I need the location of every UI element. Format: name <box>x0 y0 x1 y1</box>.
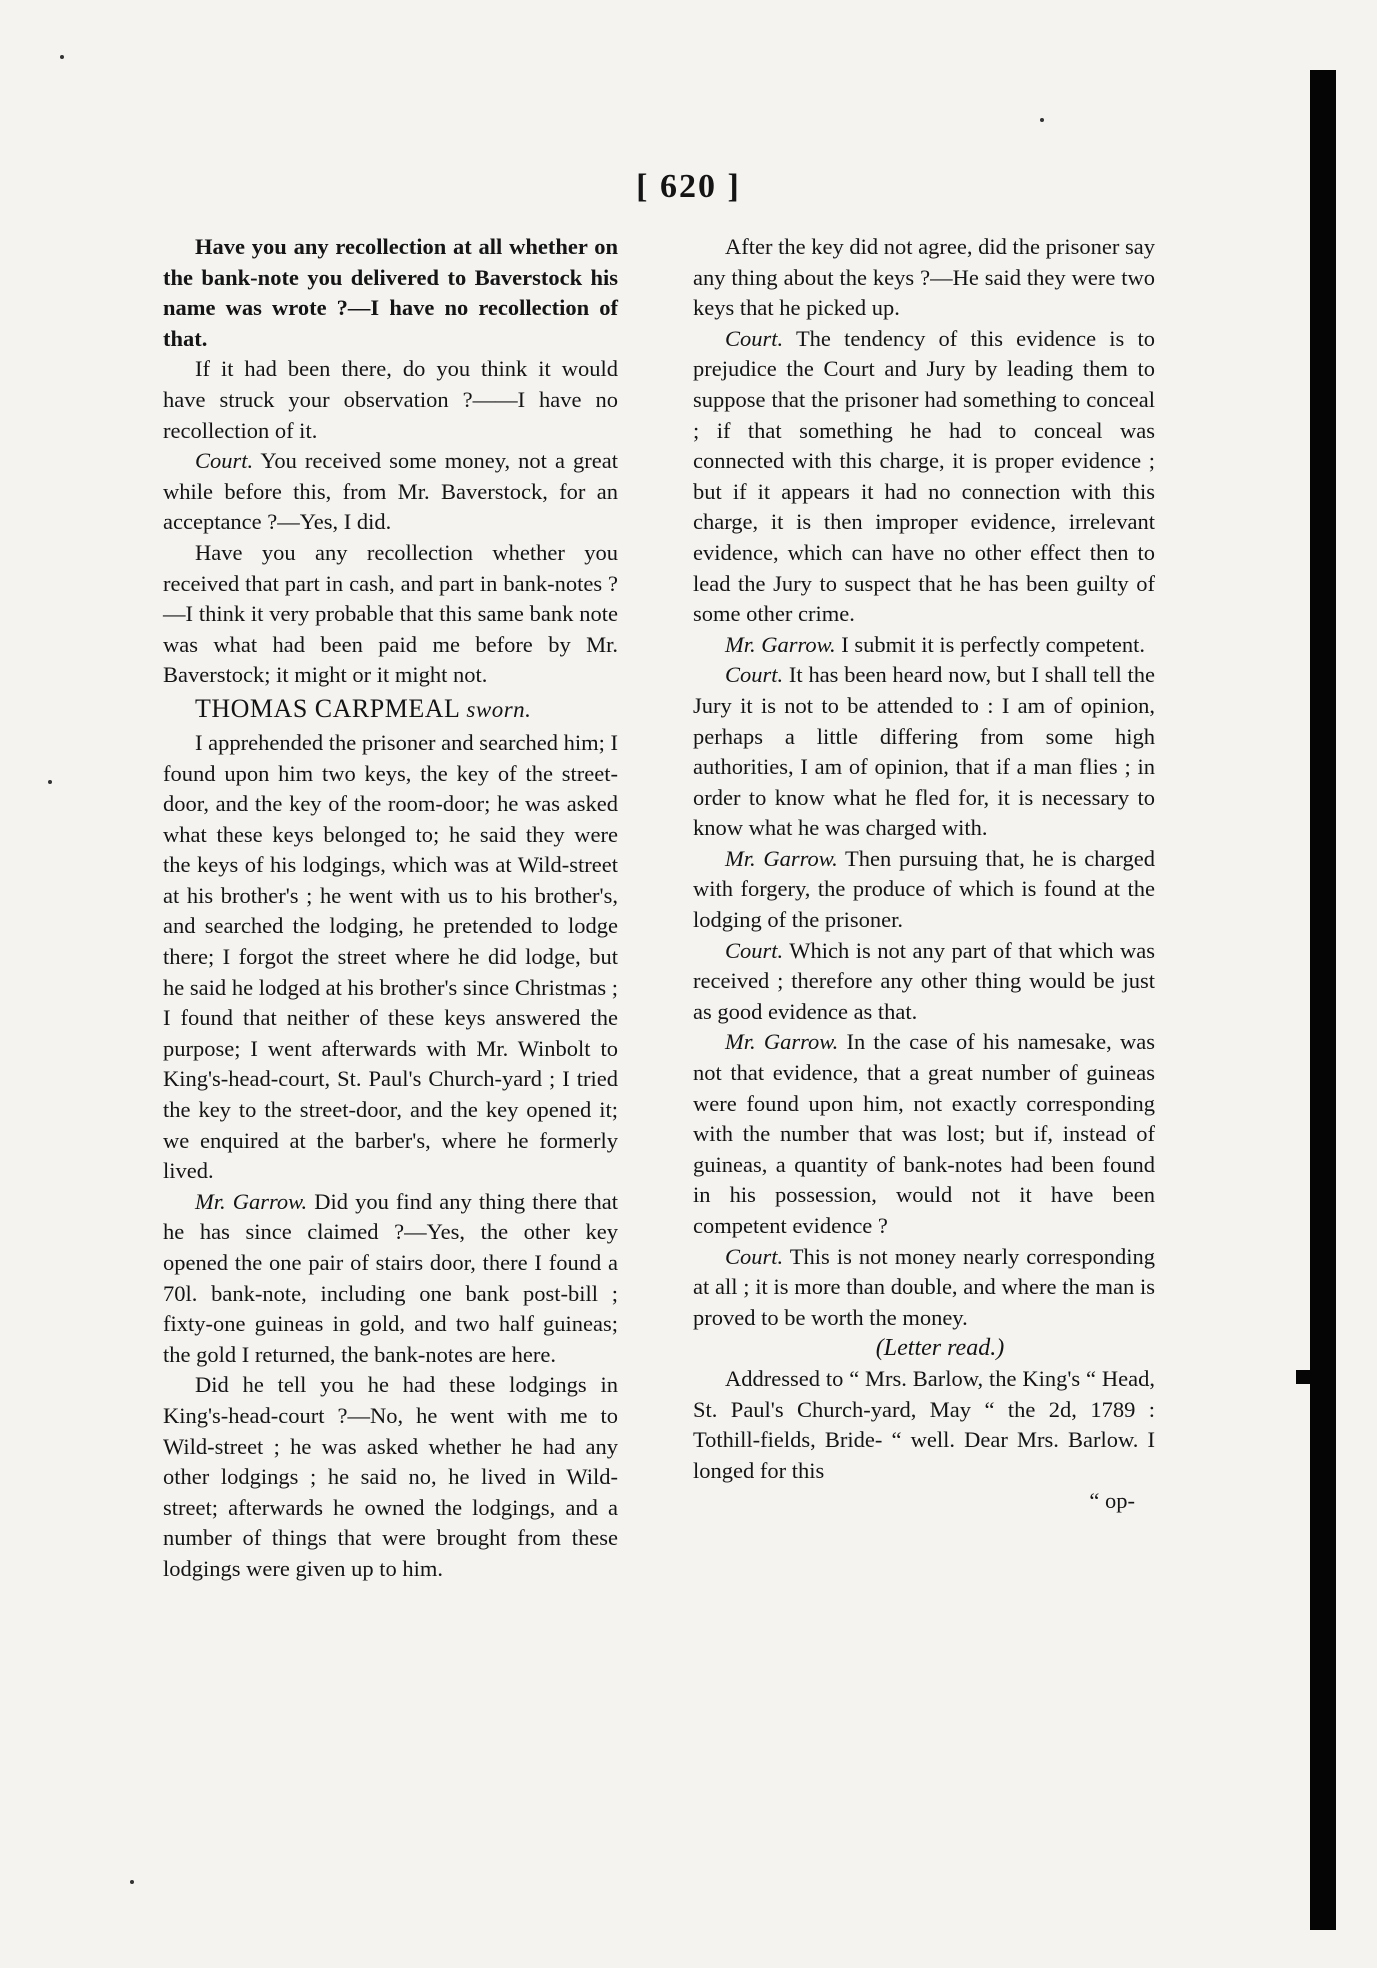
paragraph <box>163 1187 618 1371</box>
speaker: Court. <box>195 448 254 474</box>
speech: Then pursuing that, he is charged with forgery, the produce of which is found at the lodging of the prisoner. <box>693 845 1155 933</box>
speaker: Mr. Garrow. <box>725 1029 839 1055</box>
paragraph <box>693 630 1155 661</box>
witness-name: THOMAS CARPMEAL <box>195 693 460 723</box>
witness-status: sworn. <box>466 696 532 722</box>
scan-edge-shadow <box>1310 70 1336 1930</box>
paragraph: After the key did not agree, did the prisoner say any thing about the keys ?—He said they were two keys that he picked up. <box>693 234 1155 321</box>
paragraph: I apprehended the prisoner and searched him; I found upon him two keys, the key of the street-door, and the key of the room-door; he was asked what these keys belonged to; he said they were the keys of his lodgings, which was at Wild-street at his brother's ; he went with us to his brother's, and searched the lodging, he pretended to lodge there; I forgot the street where he did lodge, but he said he lodged at his brother's since Christmas ; I found that neither of these keys answered the purpose; I went afterwards with Mr. Winbolt to King's-head-court, St. Paul's Church-yard ; I tried the key to the street-door, and the key opened it; we enquired at the barber's, where he formerly lived. <box>163 729 618 1184</box>
speaker: Court. <box>725 1243 784 1269</box>
catchword: “ op- <box>1089 1488 1135 1514</box>
speaker: Court. <box>725 662 784 688</box>
paragraph <box>693 844 1155 936</box>
speaker: Mr. Garrow. <box>725 631 836 657</box>
paragraph <box>693 1242 1155 1334</box>
speech: In the case of his namesake, was not that evidence, that a great number of guineas were found upon him, not exactly corresponding with the number that was lost; but if, instead of guineas, a quantity of bank-notes had been found in his possession, would not it have been competent evidence ? <box>693 1029 1155 1238</box>
paragraph: Have you any recollection at all whether on the bank-note you delivered to Baverstock his name was wrote ?—I have no recollection of that. <box>163 234 618 351</box>
paragraph <box>693 324 1155 630</box>
left-column <box>163 232 618 1585</box>
scan-speck <box>60 55 64 59</box>
paragraph <box>693 936 1155 1028</box>
right-column <box>693 232 1155 1517</box>
speech: Did you find any thing there that he has since claimed ?—Yes, the other key opened the one pair of stairs door, there I found a 70l. bank-note, including one bank post-bill ; fixty-one guineas in gold, and two half guineas; the gold I returned, the bank-notes are here. <box>163 1188 618 1367</box>
paragraph: Addressed to “ Mrs. Barlow, the King's “ Head, St. Paul's Church-yard, May “ the 2d, 1789 : Tothill-fields, Bride- “ well. Dear Mrs. Barlow. I longed for this <box>693 1365 1155 1483</box>
speech: I submit it is perfectly competent. <box>841 631 1145 657</box>
speech: Which is not any part of that which was received ; therefore any other thing would be just as good evidence as that. <box>693 937 1155 1024</box>
paragraph <box>693 1027 1155 1241</box>
speaker: Court. <box>725 937 784 963</box>
speech: This is not money nearly corresponding at all ; it is more than double, and where the man is proved to be worth the money. <box>693 1243 1156 1330</box>
speaker: Mr. Garrow. <box>195 1188 308 1214</box>
paragraph: If it had been there, do you think it would have struck your observation ?——I have no recollection of it. <box>163 356 618 443</box>
scan-edge-mark <box>1296 1370 1336 1384</box>
speaker: Court. <box>725 325 784 351</box>
paragraph <box>163 446 618 538</box>
speech: It has been heard now, but I shall tell the Jury it is not to be attended to : I am of opinion, perhaps a little differing from some high authorities, I am of opinion, that if a man flies ; in order to know what he fled for, it is necessary to know what he was charged with. <box>693 662 1155 841</box>
paragraph <box>693 660 1155 844</box>
witness-heading <box>163 691 618 728</box>
scan-speck <box>1040 118 1044 122</box>
paragraph: Did he tell you he had these lodgings in King's-head-court ?—No, he went with me to Wild-street ; he was asked whether he had any other lodgings ; he said no, he lived in Wild-street; afterwards he owned the lodgings, and a number of things that were brought from these lodgings were given up to him. <box>163 1372 618 1581</box>
speech: The tendency of this evidence is to prejudice the Court and Jury by leading them to suppose that the prisoner had something to conceal ; if that something he had to conceal was connected with this charge, it is proper evidence ; but if it appears it had no connection with this charge, it is then improper evidence, irrelevant evidence, which can have no other effect then to lead the Jury to suspect that he has been guilty of some other crime. <box>693 325 1156 627</box>
paragraph: Have you any recollection whether you received that part in cash, and part in bank-notes ?—I think it very probable that this same bank note was what had been paid me before by Mr. Baverstock; it might or it might not. <box>163 539 618 688</box>
scan-speck <box>130 1880 134 1884</box>
letter-heading: (Letter read.) <box>875 1335 1005 1362</box>
speaker: Mr. Garrow. <box>725 845 838 871</box>
speech: You received some money, not a great while before this, from Mr. Baverstock, for an acceptance ?—Yes, I did. <box>163 448 618 535</box>
page-number: [ 620 ] <box>636 168 741 205</box>
scan-speck <box>48 780 52 784</box>
